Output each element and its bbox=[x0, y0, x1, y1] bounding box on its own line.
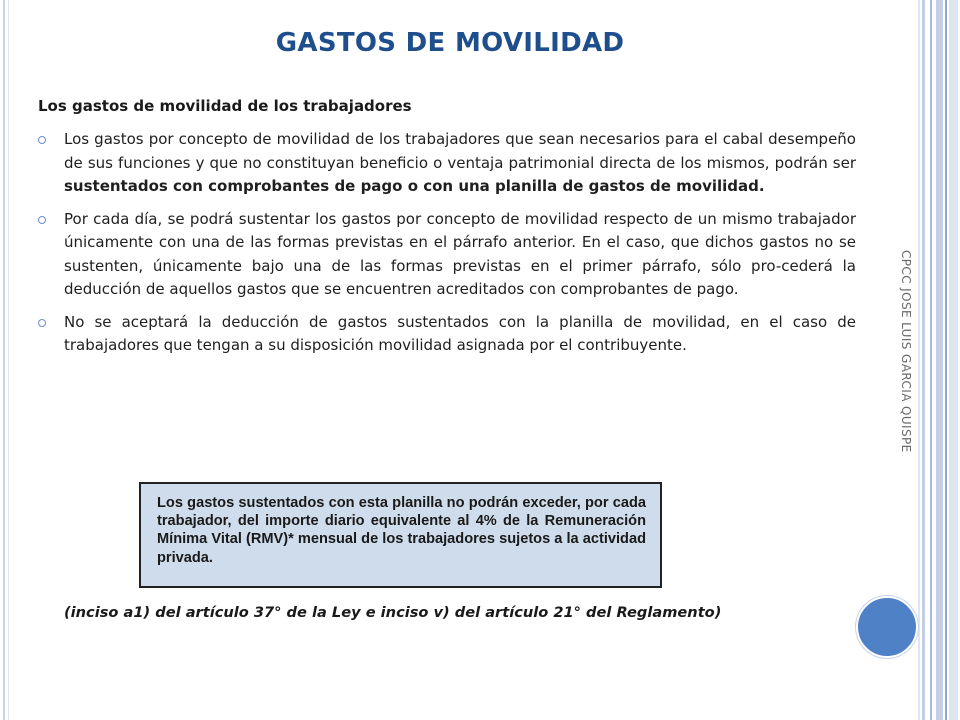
stripe-1 bbox=[918, 0, 920, 720]
stripe-3 bbox=[930, 0, 932, 720]
bullet-1-bold-text: sustentados con comprobantes de pago o con una planilla de gastos de movilidad. bbox=[64, 177, 765, 195]
bullet-item-3 bbox=[36, 311, 856, 358]
stripe-6 bbox=[949, 0, 958, 720]
bullet-item-2 bbox=[36, 208, 856, 302]
stripe-5 bbox=[945, 0, 947, 720]
right-decorative-stripes bbox=[918, 0, 960, 720]
bullet-1-text: Los gastos por concepto de movilidad de los trabajadores que sean necesarios para el cabal desempeño de sus funciones y que no constituyan beneficio o ventaja patrimonial directa de los mismos, podrán ser bbox=[64, 130, 856, 172]
bullet-marker-icon bbox=[38, 216, 46, 224]
bullet-marker-icon bbox=[38, 136, 46, 144]
bullet-3-text: No se aceptará la deducción de gastos sustentados con la planilla de movilidad, en el caso de trabajadores que tengan a su disposición movilidad asignada por el contribuyente. bbox=[64, 312, 856, 354]
legal-reference: (inciso a1) del artículo 37° de la Ley e inciso v) del artículo 21° del Reglamento) bbox=[64, 604, 722, 621]
decorative-circle-icon bbox=[856, 596, 918, 658]
quote-box: Los gastos sustentados con esta planilla no podrán exceder, por cada trabajador, del importe diario equivalente al 4% de la Remuneración Mínima Vital (RMV)* mensual de los trabajadores sujetos a la actividad privada. bbox=[139, 482, 662, 588]
bullet-list bbox=[36, 128, 856, 367]
bullet-item-1 bbox=[36, 128, 856, 199]
bullet-marker-icon bbox=[38, 319, 46, 327]
stripe-4 bbox=[936, 0, 943, 720]
bullet-2-text: Por cada día, se podrá sustentar los gastos por concepto de movilidad respecto de un mismo trabajador únicamente con una de las formas previstas en el párrafo anterior. En el caso, que dichos gastos no se sustenten, únicamente bajo una de las formas previstas en el primer párrafo, sólo pro-cederá la deducción de aquellos gastos que se encuentren acreditados con comprobantes de pago. bbox=[64, 209, 856, 298]
left-edge-decoration bbox=[0, 0, 14, 720]
slide-subtitle: Los gastos de movilidad de los trabajadores bbox=[38, 97, 412, 115]
slide-title: GASTOS DE MOVILIDAD bbox=[275, 28, 625, 58]
author-vertical-text: CPCC JOSE LUIS GARCIA QUISPE bbox=[899, 250, 913, 453]
stripe-2 bbox=[922, 0, 925, 720]
